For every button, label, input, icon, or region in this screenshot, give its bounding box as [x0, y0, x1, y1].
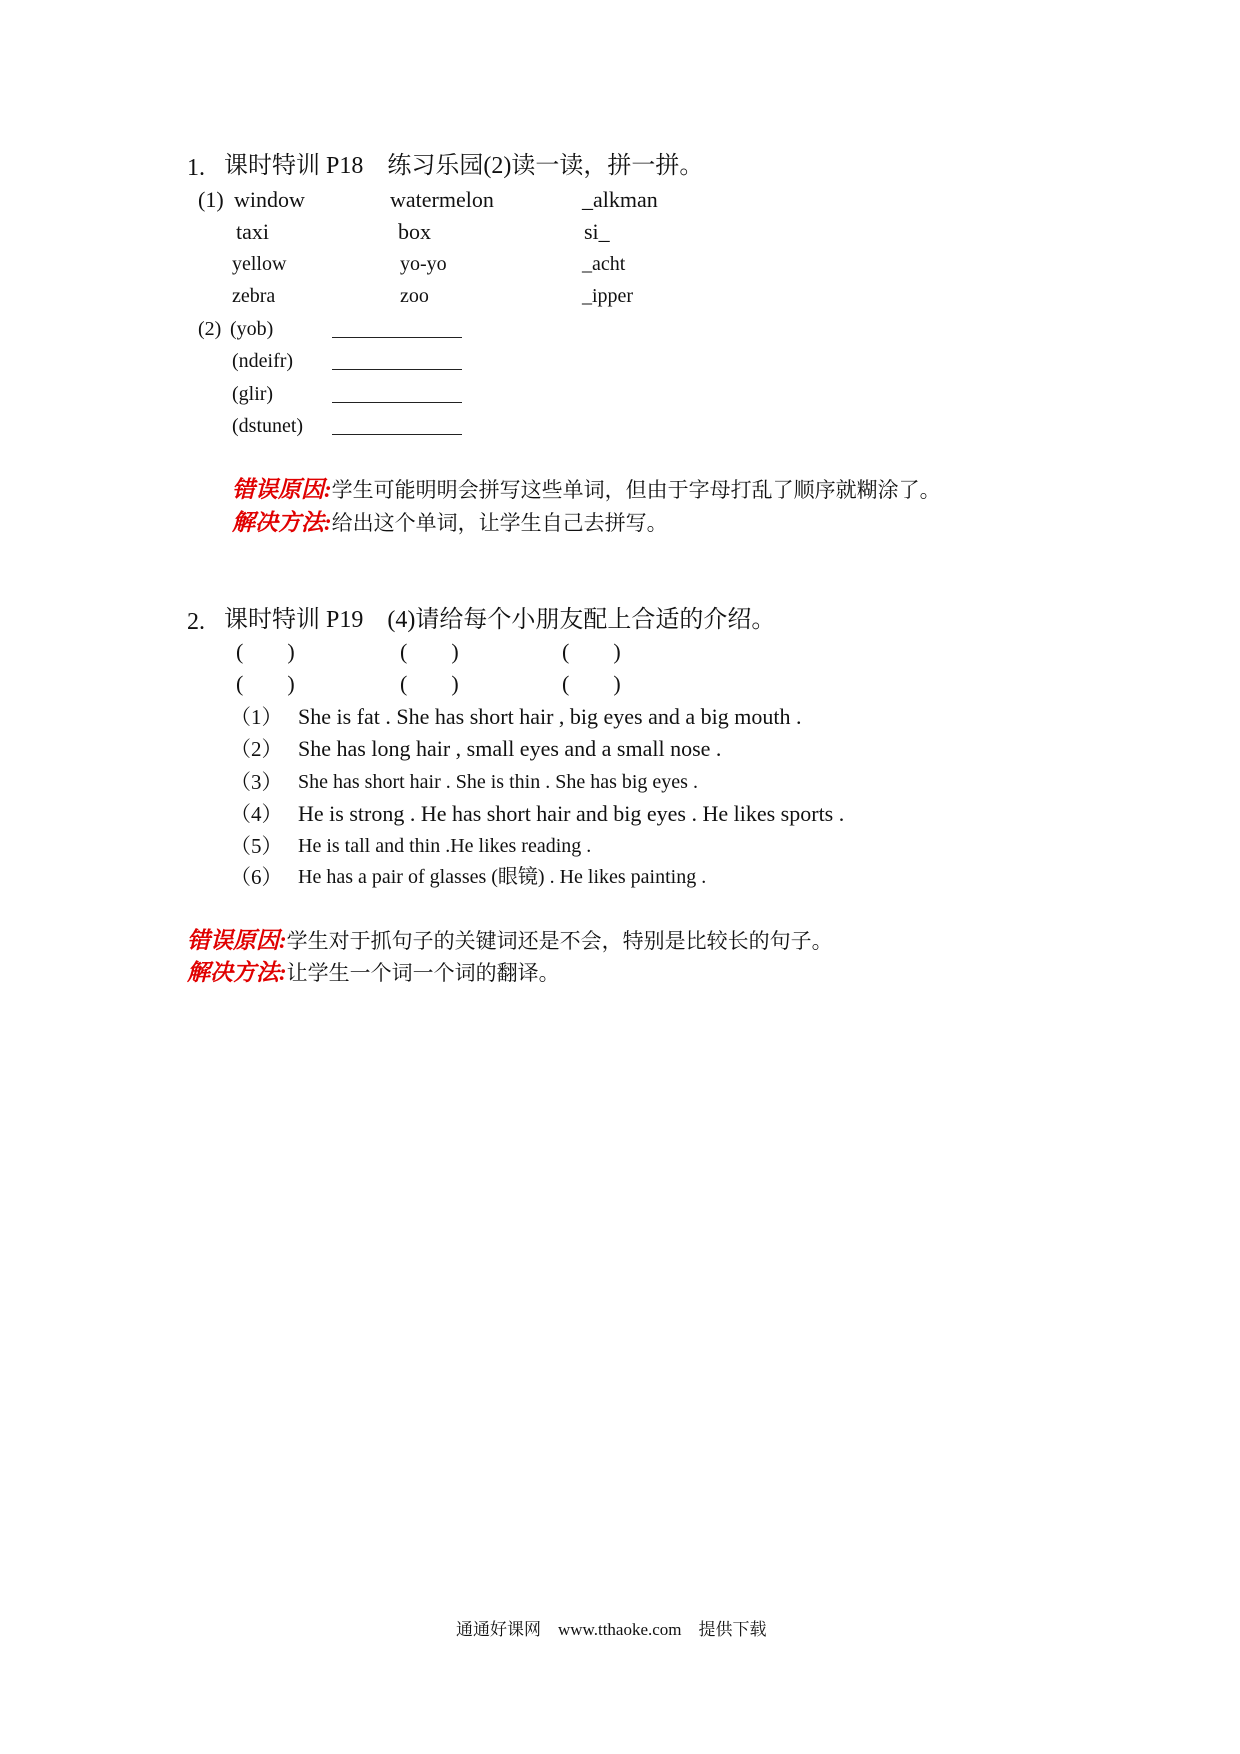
sentence-number: （6） — [230, 865, 283, 889]
q1-scrambled: (ndeifr) — [232, 350, 294, 372]
q1-part2-label: (2) — [198, 318, 222, 340]
page-footer: 通通好课网 www.tthaoke.com 提供下载 — [456, 1620, 767, 1639]
sentence-text: He is strong . He has short hair and big eyes . He likes sports . — [298, 801, 845, 826]
answer-blank[interactable] — [332, 337, 462, 338]
q1-scrambled: (glir) — [232, 383, 274, 405]
error-label: 错误原因: — [187, 928, 287, 953]
q1-scrambled: (yob) — [230, 318, 274, 340]
q1-word: zoo — [400, 285, 429, 307]
q1-word: si_ — [584, 219, 610, 244]
q2-error-line — [187, 929, 833, 952]
error-text: 学生可能明明会拼写这些单词，但由于字母打乱了顺序就糊涂了。 — [331, 478, 941, 502]
q2-number: 2. — [187, 609, 205, 635]
answer-paren[interactable]: ( ) — [236, 639, 295, 664]
q1-word: taxi — [236, 219, 269, 244]
answer-blank[interactable] — [332, 369, 462, 370]
q1-word: watermelon — [390, 187, 494, 212]
q1-number: 1. — [187, 155, 205, 181]
q1-solution-line — [232, 511, 668, 534]
error-text: 学生对于抓句子的关键词还是不会，特别是比较长的句子。 — [286, 929, 833, 953]
sentence-number: （3） — [230, 770, 283, 794]
q1-word: _alkman — [582, 187, 658, 212]
sentence-text: She has long hair , small eyes and a small nose . — [298, 736, 722, 761]
answer-paren[interactable]: ( ) — [562, 639, 621, 664]
answer-paren[interactable]: ( ) — [400, 639, 459, 664]
q1-word: _ipper — [582, 285, 634, 307]
sentence-text: She is fat . She has short hair , big eyes and a big mouth . — [298, 704, 802, 729]
answer-paren[interactable]: ( ) — [236, 671, 295, 696]
q1-scrambled: (dstunet) — [232, 415, 304, 437]
sentence-number: （5） — [230, 834, 283, 858]
q1-word: _acht — [582, 253, 626, 275]
q1-word: window — [234, 187, 305, 212]
q1-part1-label: (1) — [198, 187, 224, 212]
answer-blank[interactable] — [332, 434, 462, 435]
q1-title: 课时特训 P18 练习乐园(2)读一读，拼一拼。 — [224, 153, 704, 179]
solution-text: 给出这个单词，让学生自己去拼写。 — [331, 511, 668, 535]
answer-paren[interactable]: ( ) — [562, 671, 621, 696]
solution-label: 解决方法: — [232, 510, 332, 535]
sentence-number: （4） — [230, 802, 283, 826]
q1-word: box — [398, 219, 431, 244]
answer-paren[interactable]: ( ) — [400, 671, 459, 696]
error-label: 错误原因: — [232, 477, 332, 502]
sentence-number: （2） — [230, 737, 283, 761]
q2-title: 课时特训 P19 (4)请给每个小朋友配上合适的介绍。 — [224, 607, 776, 633]
q2-solution-line — [187, 961, 560, 984]
sentence-text: She has short hair . She is thin . She has big eyes . — [298, 771, 698, 793]
sentence-text: He is tall and thin .He likes reading . — [298, 835, 592, 857]
sentence-text: He has a pair of glasses (眼镜) . He likes painting . — [298, 866, 707, 888]
q1-error-line — [232, 478, 941, 501]
answer-blank[interactable] — [332, 402, 462, 403]
solution-label: 解决方法: — [187, 960, 287, 985]
q1-word: yellow — [232, 253, 287, 275]
q1-word: zebra — [232, 285, 276, 307]
sentence-number: （1） — [230, 705, 283, 729]
q1-word: yo-yo — [400, 253, 447, 275]
solution-text: 让学生一个词一个词的翻译。 — [286, 961, 560, 985]
